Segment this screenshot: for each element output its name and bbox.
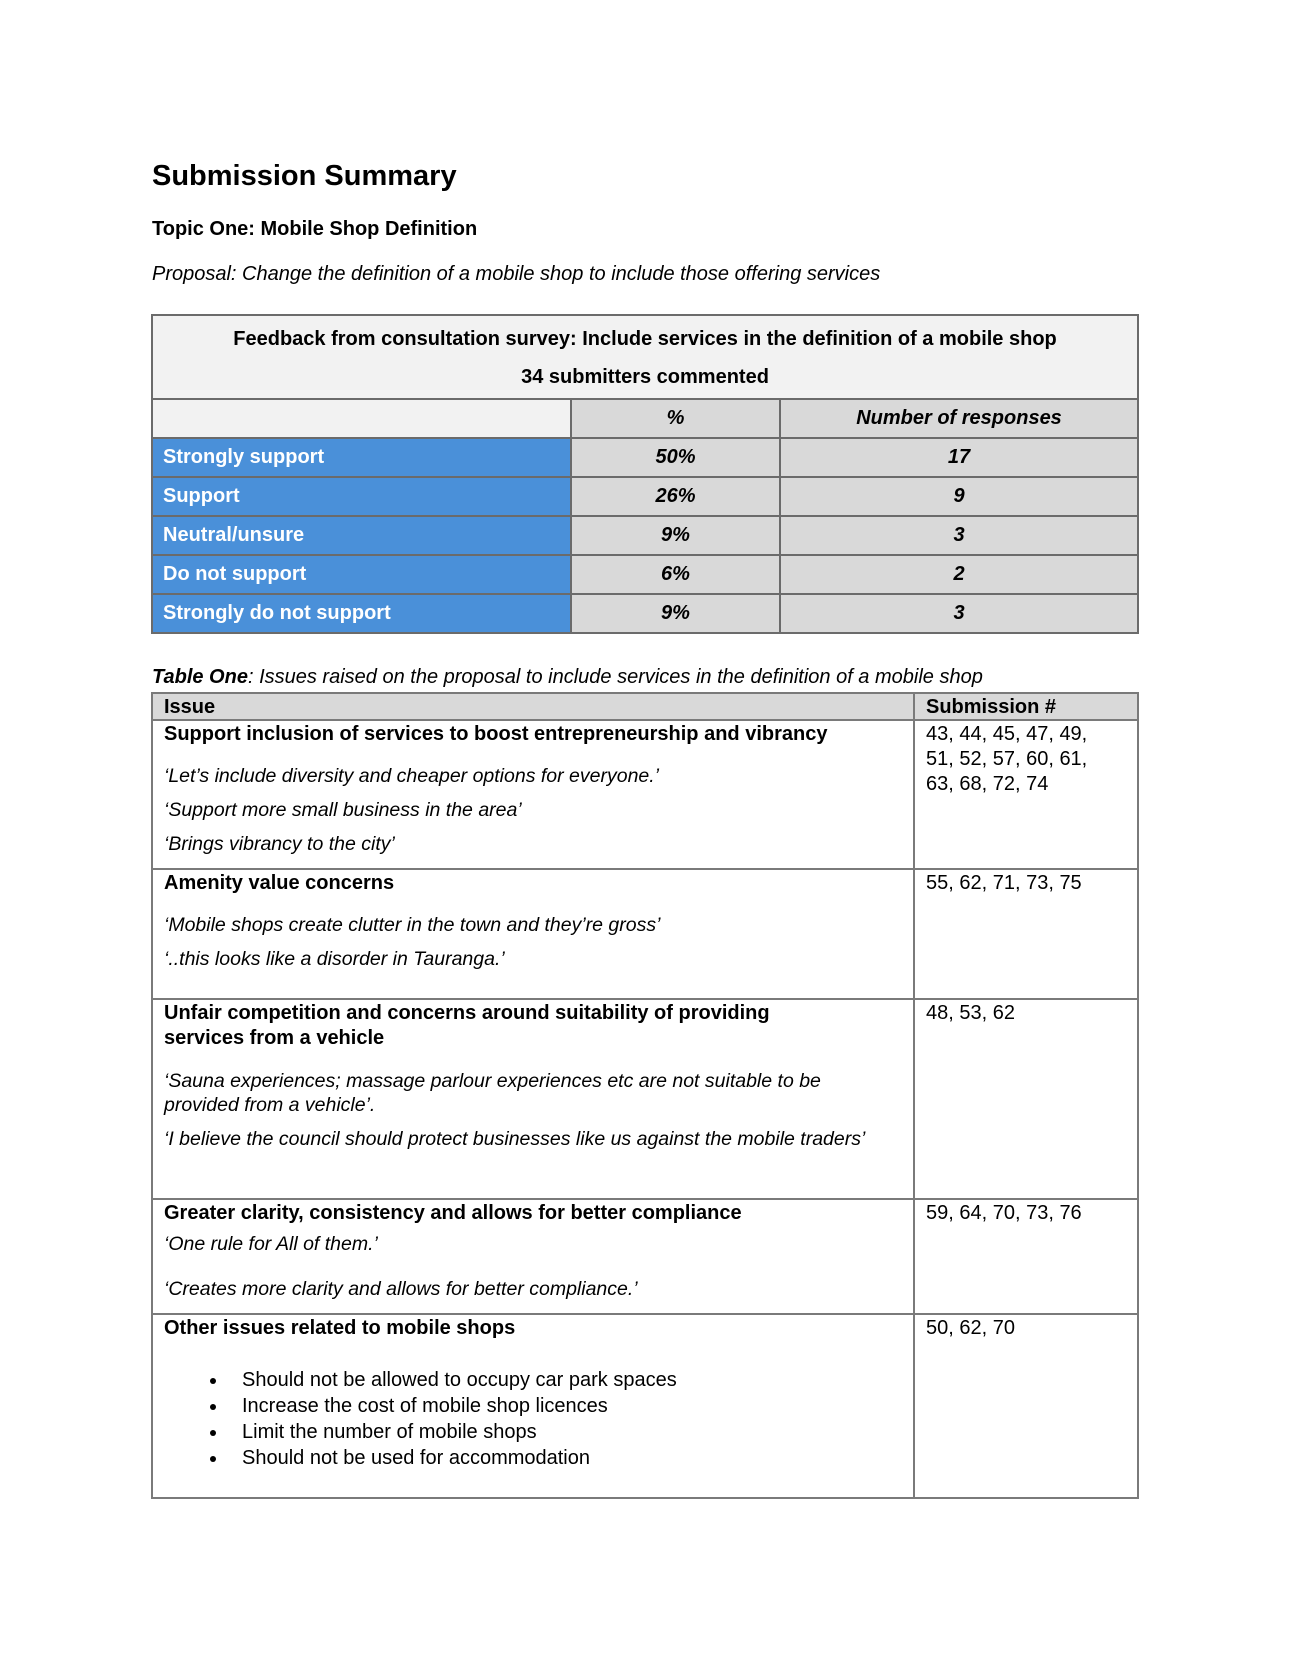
- issues-table-caption: [152, 666, 983, 689]
- issue-bullet: • Should not be used for accommodation: [228, 1445, 903, 1471]
- issue-title: Support inclusion of services to boost entrepreneurship and vibrancy: [164, 723, 828, 745]
- survey-caption-count: 34 submitters commented: [521, 366, 769, 388]
- survey-row: [152, 594, 1138, 633]
- issue-quote: ‘I believe the council should protect businesses like us against the mobile traders’: [164, 1128, 866, 1150]
- proposal-text: Proposal: Change the definition of a mobile shop to include those offering services: [152, 263, 881, 285]
- page-title: Submission Summary: [152, 160, 457, 192]
- issues-caption-text: : Issues raised on the proposal to include services in the definition of a mobile shop: [247, 666, 983, 688]
- issue-row: [152, 1314, 1138, 1498]
- issue-quote: ‘Mobile shops create clutter in the town and they’re gross’: [164, 914, 661, 936]
- issue-title: Amenity value concerns: [164, 872, 395, 894]
- issues-header-row: [152, 693, 1138, 720]
- survey-row-label: Support: [152, 477, 571, 516]
- issue-quote: ‘Support more small business in the area’: [164, 799, 522, 821]
- survey-header-percent: %: [571, 399, 780, 438]
- issue-row: [152, 720, 1138, 869]
- survey-row-percent: 9%: [571, 516, 780, 555]
- survey-row-responses: 2: [780, 555, 1138, 594]
- issue-title: Greater clarity, consistency and allows for better compliance: [164, 1202, 742, 1224]
- issues-header-submission: Submission #: [914, 693, 1138, 720]
- issue-quote: ‘One rule for All of them.’: [164, 1233, 378, 1255]
- survey-row-percent: 9%: [571, 594, 780, 633]
- issue-bullet-list: [164, 1367, 903, 1471]
- survey-caption-row: [152, 315, 1138, 399]
- survey-caption-title: Feedback from consultation survey: Include services in the definition of a mobile shop: [233, 328, 1057, 350]
- survey-header-responses: Number of responses: [780, 399, 1138, 438]
- issue-cell: [152, 1199, 914, 1314]
- issue-title: Other issues related to mobile shops: [164, 1317, 516, 1339]
- issue-cell: [152, 999, 914, 1199]
- survey-table: [151, 314, 1139, 634]
- survey-row-percent: 26%: [571, 477, 780, 516]
- issue-cell: [152, 1314, 914, 1498]
- survey-row-responses: 17: [780, 438, 1138, 477]
- survey-row-responses: 3: [780, 594, 1138, 633]
- issues-table: [151, 692, 1139, 1499]
- survey-row-label: Strongly do not support: [152, 594, 571, 633]
- issue-submissions: 48, 53, 62: [914, 999, 1138, 1199]
- issue-quote: ‘Let’s include diversity and cheaper options for everyone.’: [164, 765, 660, 787]
- issue-quote: ‘Brings vibrancy to the city’: [164, 833, 395, 855]
- survey-row: [152, 477, 1138, 516]
- issue-submissions: 55, 62, 71, 73, 75: [914, 869, 1138, 999]
- survey-row: [152, 438, 1138, 477]
- survey-row-responses: 3: [780, 516, 1138, 555]
- issue-submissions: 43, 44, 45, 47, 49, 51, 52, 57, 60, 61, 63, 68, 72, 74: [914, 720, 1138, 869]
- survey-header-row: [152, 399, 1138, 438]
- survey-row-label: Strongly support: [152, 438, 571, 477]
- survey-row-responses: 9: [780, 477, 1138, 516]
- survey-row-label: Neutral/unsure: [152, 516, 571, 555]
- issue-cell: [152, 720, 914, 869]
- issue-row: [152, 1199, 1138, 1314]
- issue-quote: ‘Sauna experiences; massage parlour experiences etc are not suitable to be provided from a vehicle’.: [164, 1070, 821, 1116]
- issue-quote: ‘Creates more clarity and allows for better compliance.’: [164, 1278, 638, 1300]
- survey-row-percent: 6%: [571, 555, 780, 594]
- issues-header-issue: Issue: [152, 693, 914, 720]
- survey-caption: [152, 315, 1138, 399]
- survey-header-blank: [152, 399, 571, 438]
- topic-heading: Topic One: Mobile Shop Definition: [152, 218, 478, 240]
- survey-row-percent: 50%: [571, 438, 780, 477]
- issue-submissions: 59, 64, 70, 73, 76: [914, 1199, 1138, 1314]
- issue-quote: ‘..this looks like a disorder in Tauranga.’: [164, 948, 505, 970]
- issue-title: Unfair competition and concerns around suitability of providing services from a vehicle: [164, 1002, 770, 1049]
- issue-row: [152, 869, 1138, 999]
- issue-bullet: • Limit the number of mobile shops: [228, 1419, 903, 1445]
- issue-row: [152, 999, 1138, 1199]
- issue-bullet: • Increase the cost of mobile shop licences: [228, 1393, 903, 1419]
- survey-row: [152, 516, 1138, 555]
- issues-caption-bold: Table One: [152, 666, 248, 688]
- issue-cell: [152, 869, 914, 999]
- issue-bullet: • Should not be allowed to occupy car park spaces: [228, 1367, 903, 1393]
- survey-row: [152, 555, 1138, 594]
- issue-submissions: 50, 62, 70: [914, 1314, 1138, 1498]
- survey-row-label: Do not support: [152, 555, 571, 594]
